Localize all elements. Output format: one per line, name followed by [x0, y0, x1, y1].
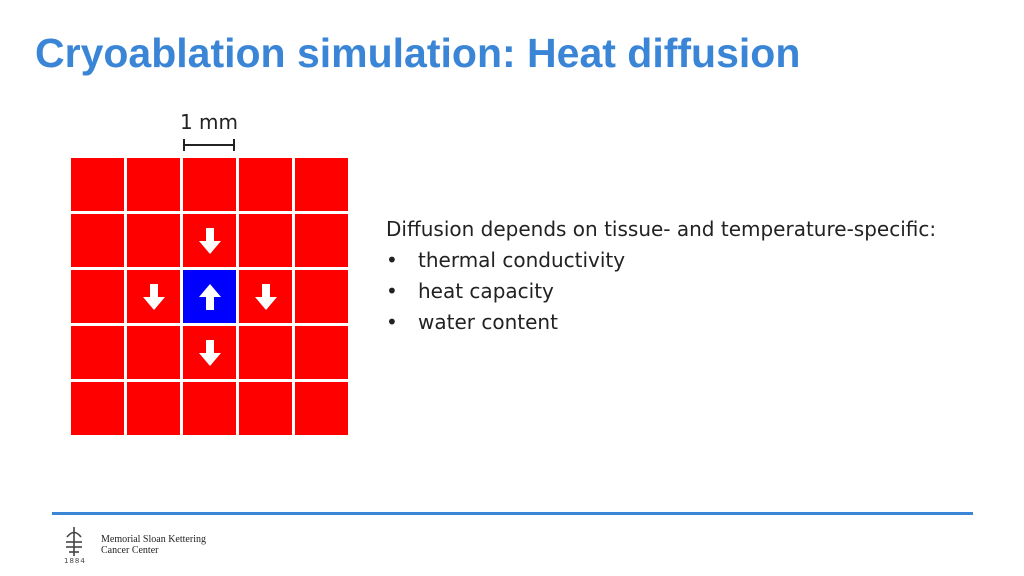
list-item-label: water content: [418, 310, 558, 334]
list-item-label: thermal conductivity: [418, 248, 626, 272]
arrow-down-icon: [255, 284, 277, 310]
grid-cell: [71, 158, 124, 211]
logo-name-line1: Memorial Sloan Kettering: [101, 534, 206, 545]
grid-cell: [239, 158, 292, 211]
grid-cell: [295, 158, 348, 211]
grid-cell: [127, 326, 180, 379]
grid-cell: [127, 214, 180, 267]
logo-wordmark: [101, 534, 206, 556]
grid-cell: [239, 326, 292, 379]
list-item: [386, 276, 936, 307]
grid-cell: [239, 382, 292, 435]
tissue-grid: [71, 158, 348, 435]
list-item-label: heat capacity: [418, 279, 554, 303]
grid-cell: [127, 382, 180, 435]
grid-cell: [295, 326, 348, 379]
grid-cell-bottom-neighbor: [183, 326, 236, 379]
grid-cell: [295, 270, 348, 323]
grid-cell: [183, 382, 236, 435]
description-intro: Diffusion depends on tissue- and temperature-specific:: [386, 217, 937, 241]
arrow-down-icon: [199, 340, 221, 366]
grid-cell: [295, 382, 348, 435]
scale-bar-group: [178, 110, 240, 134]
bullet-marker: •: [386, 279, 398, 303]
grid-cell: [239, 214, 292, 267]
grid-cell: [71, 326, 124, 379]
bullet-marker: •: [386, 310, 398, 334]
grid-cell: [127, 158, 180, 211]
bullet-marker: •: [386, 248, 398, 272]
scale-label: 1 mm: [179, 110, 239, 134]
arrow-down-icon: [199, 228, 221, 254]
grid-cell-right-neighbor: [239, 270, 292, 323]
description-block: [386, 214, 936, 338]
arrow-up-icon: [199, 284, 221, 310]
arrow-down-icon: [143, 284, 165, 310]
logo-year: 1884: [64, 557, 86, 565]
grid-cell-left-neighbor: [127, 270, 180, 323]
footer-divider: [52, 512, 973, 515]
scale-bar: [183, 144, 235, 146]
list-item: [386, 245, 936, 276]
grid-cell-center: [183, 270, 236, 323]
grid-cell: [71, 214, 124, 267]
grid-cell: [71, 382, 124, 435]
factor-list: [386, 245, 936, 338]
grid-cell-top-neighbor: [183, 214, 236, 267]
grid-cell: [295, 214, 348, 267]
grid-cell: [71, 270, 124, 323]
logo-name-line2: Cancer Center: [101, 545, 159, 556]
grid-cell: [183, 158, 236, 211]
list-item: [386, 307, 936, 338]
slide-title: Cryoablation simulation: Heat diffusion: [35, 30, 801, 76]
